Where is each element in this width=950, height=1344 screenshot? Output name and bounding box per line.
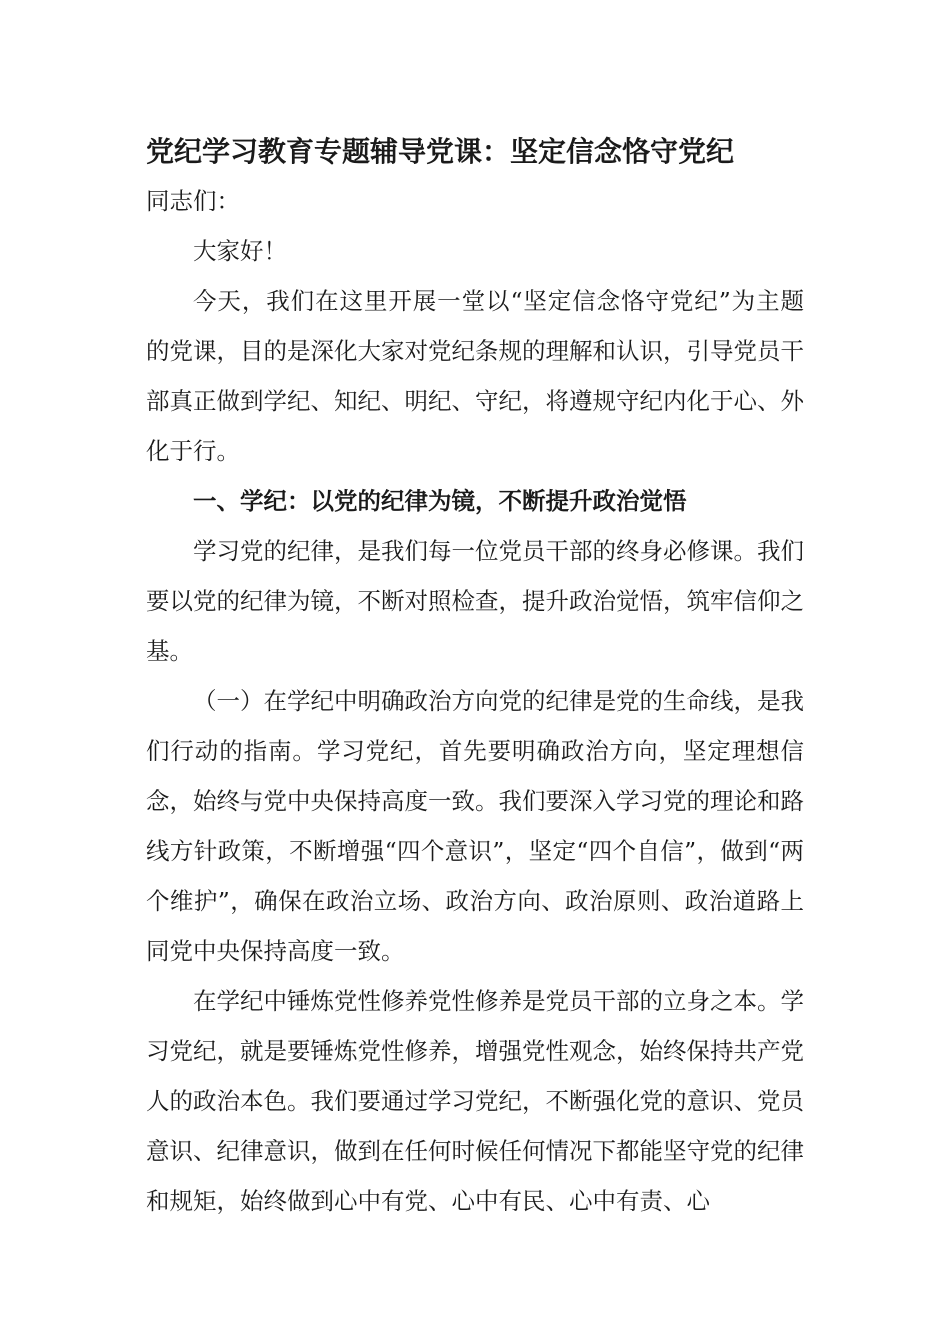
section1-paragraph-2: （一）在学纪中明确政治方向党的纪律是党的生命线，是我们行动的指南。学习党纪，首先要明确政治方向，坚定理想信念，始终与党中央保持高度一致。我们要深入学习党的理论和路线方针政策，不断增强“四个意识”，坚定“四个自信”，做到“两个维护”，确保在政治立场、政治方向、政治原则、政治道路上同党中央保持高度一致。 [146,687,804,965]
section-heading-1: 一、学纪：以党的纪律为镜，不断提升政治觉悟 [193,487,687,515]
intro-paragraph: 今天，我们在这里开展一堂以“坚定信念恪守党纪”为主题的党课，目的是深化大家对党纪条规的理解和认识，引导党员干部真正做到学纪、知纪、明纪、守纪，将遵规守纪内化于心、外化于行。 [146,287,804,465]
document-body [146,128,804,1226]
salutation: 同志们： [146,187,240,215]
section1-paragraph-3: 在学纪中锤炼党性修养党性修养是党员干部的立身之本。学习党纪，就是要锤炼党性修养，增强党性观念，始终保持共产党人的政治本色。我们要通过学习党纪，不断强化党的意识、党员意识、纪律意识，做到在任何时候任何情况下都能坚守党的纪律和规矩，始终做到心中有党、心中有民、心中有责、心 [146,987,804,1215]
section1-paragraph-1: 学习党的纪律，是我们每一位党员干部的终身必修课。我们要以党的纪律为镜，不断对照检查，提升政治觉悟，筑牢信仰之基。 [146,537,804,665]
greeting: 大家好！ [193,237,287,265]
document-title: 党纪学习教育专题辅导党课：坚定信念恪守党纪 [146,135,735,168]
